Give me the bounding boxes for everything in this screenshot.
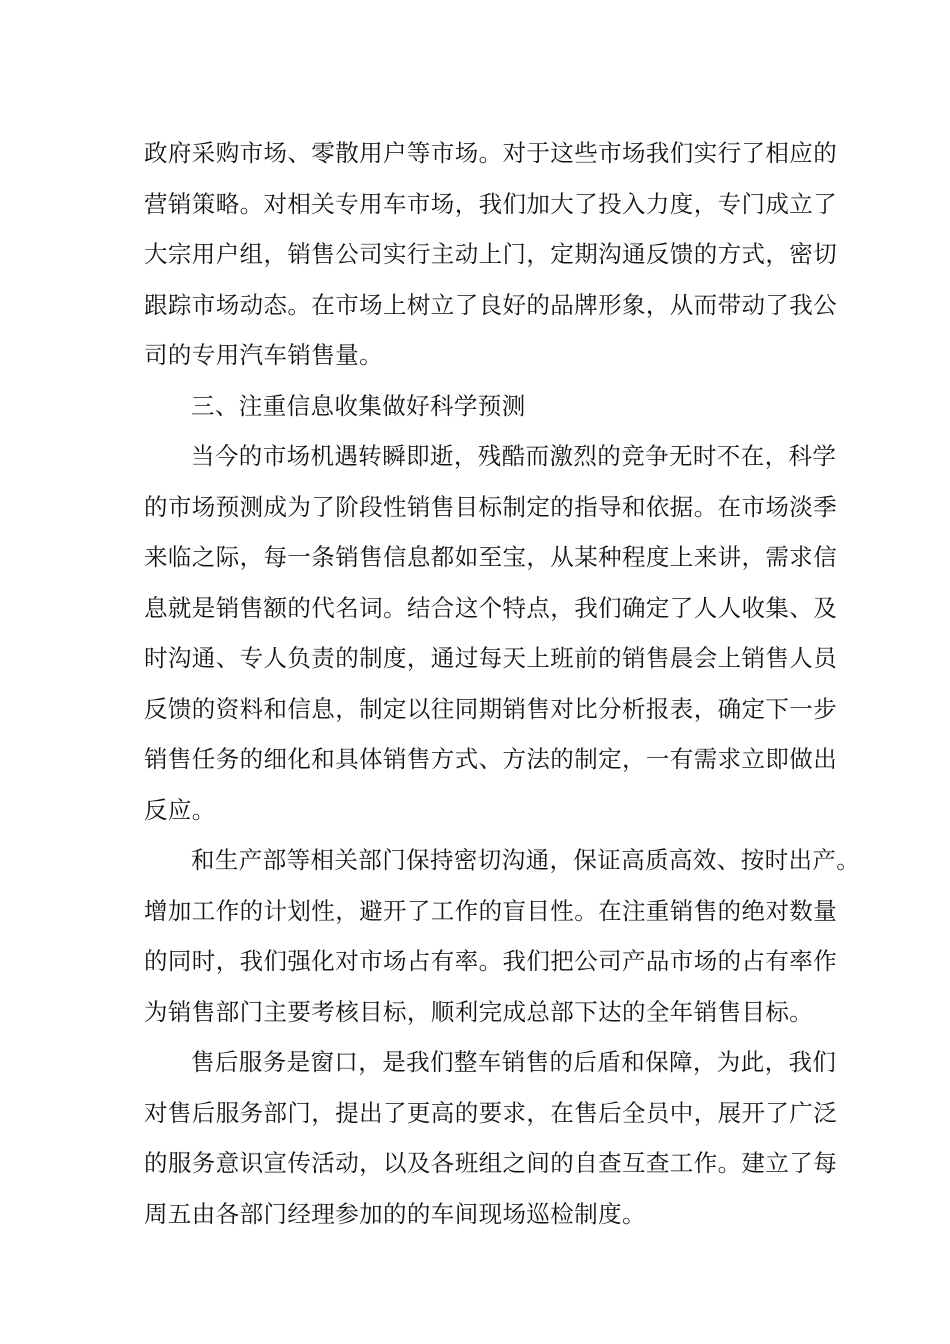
text-line: 反应。 xyxy=(144,795,216,824)
text-line: 来临之际，每一条销售信息都如至宝，从某种程度上来讲，需求信 xyxy=(144,543,838,571)
paragraph-market-forecast xyxy=(144,431,838,835)
text-line: 大宗用户组，销售公司实行主动上门，定期沟通反馈的方式，密切 xyxy=(144,240,838,268)
text-line: 的服务意识宣传活动，以及各班组之间的自查互查工作。建立了每 xyxy=(144,1149,838,1177)
text-line: 为销售部门主要考核目标，顺利完成总部下达的全年销售目标。 xyxy=(144,997,814,1026)
paragraph-department-cooperation xyxy=(144,835,861,1037)
text-line: 周五由各部门经理参加的的车间现场巡检制度。 xyxy=(144,1199,646,1228)
text-line: 当今的市场机遇转瞬即逝，残酷而激烈的竞争无时不在，科学 xyxy=(191,442,837,470)
text-line: 政府采购市场、零散用户等市场。对于这些市场我们实行了相应的 xyxy=(144,139,838,167)
text-line: 时沟通、专人负责的制度，通过每天上班前的销售晨会上销售人员 xyxy=(144,644,838,672)
document-body xyxy=(144,128,861,1239)
text-line: 息就是销售额的代名词。结合这个特点，我们确定了人人收集、及 xyxy=(144,593,838,622)
text-line: 对售后服务部门，提出了更高的要求，在售后全员中，展开了广泛 xyxy=(144,1098,838,1127)
text-line: 售后服务是窗口，是我们整车销售的后盾和保障，为此，我们 xyxy=(191,1048,837,1076)
text-line: 增加工作的计划性，避开了工作的盲目性。在注重销售的绝对数量 xyxy=(144,896,838,925)
text-line: 司的专用汽车销售量。 xyxy=(144,341,383,369)
text-line: 和生产部等相关部门保持密切沟通，保证高质高效、按时出产。 xyxy=(191,846,861,874)
text-line: 销售任务的细化和具体销售方式、方法的制定，一有需求立即做出 xyxy=(144,745,838,773)
paragraph-market-strategy xyxy=(144,128,838,381)
text-line: 营销策略。对相关专用车市场，我们加大了投入力度，专门成立了 xyxy=(144,189,838,218)
section-heading: 三、注重信息收集做好科学预测 xyxy=(191,391,526,420)
text-line: 的市场预测成为了阶段性销售目标制定的指导和依据。在市场淡季 xyxy=(144,492,838,521)
text-line: 反馈的资料和信息，制定以往同期销售对比分析报表，确定下一步 xyxy=(144,694,838,723)
text-line: 跟踪市场动态。在市场上树立了良好的品牌形象，从而带动了我公 xyxy=(144,290,838,319)
paragraph-after-sales-service xyxy=(144,1037,838,1239)
text-line: 的同时，我们强化对市场占有率。我们把公司产品市场的占有率作 xyxy=(144,947,838,975)
